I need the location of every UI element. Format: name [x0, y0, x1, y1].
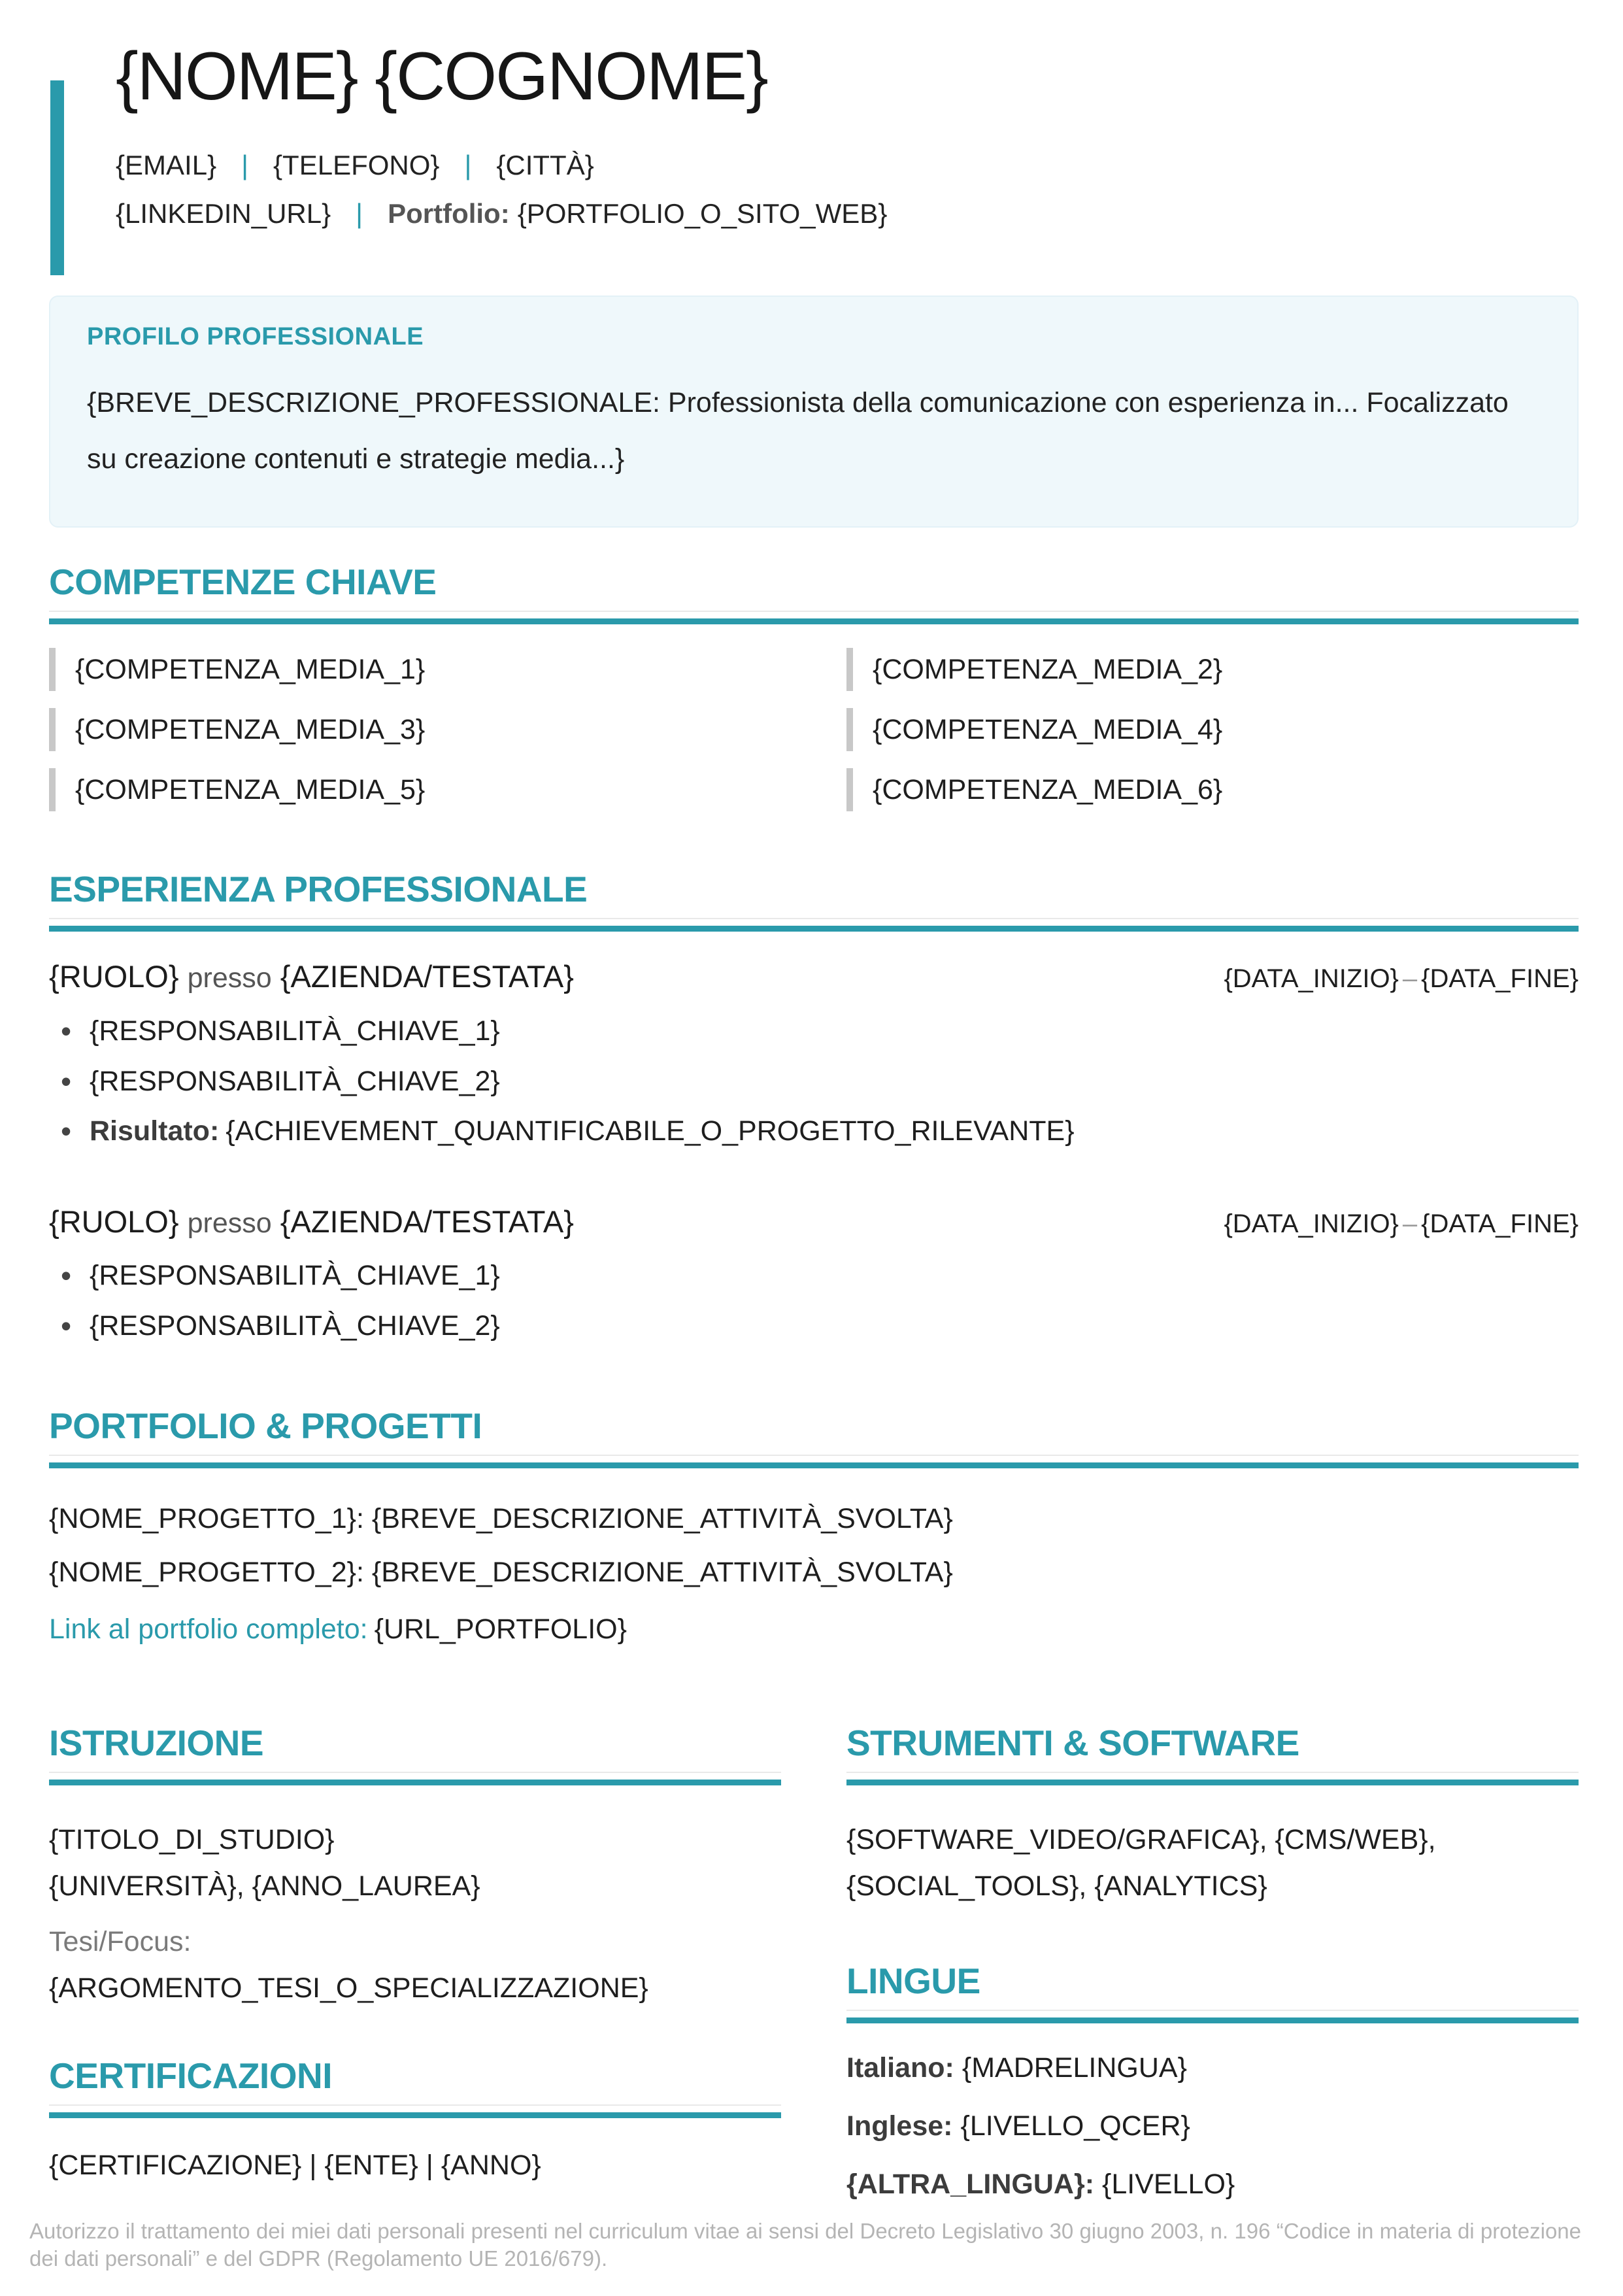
tools-heading: STRUMENTI & SOFTWARE	[846, 1722, 1299, 1763]
project-line-1	[49, 1502, 1579, 1536]
section-hairline	[846, 1772, 1579, 1773]
job-bullet-list-1	[49, 1015, 1579, 1148]
education-thesis	[49, 1919, 781, 2012]
section-rule	[49, 1462, 1579, 1468]
contact-portfolio-value: {PORTFOLIO_O_SITO_WEB}	[517, 197, 888, 229]
contact-portfolio-label: Portfolio:	[388, 197, 510, 229]
job-dates	[1224, 964, 1579, 994]
tools-line-1: {SOFTWARE_VIDEO/GRAFICA}, {CMS/WEB},	[846, 1823, 1436, 1855]
date-dash: –	[1402, 964, 1418, 994]
project-name: {NOME_PROGETTO_1}:	[49, 1502, 364, 1534]
section-hairline	[49, 918, 1579, 919]
language-item	[846, 2110, 1579, 2142]
job-date-start: {DATA_INIZIO}	[1224, 1209, 1399, 1239]
section-hairline	[49, 1772, 781, 1773]
contact-phone: {TELEFONO}	[273, 149, 440, 180]
job-role: {RUOLO}	[49, 1204, 179, 1240]
job-dates	[1224, 1209, 1579, 1239]
portfolio-section	[49, 1405, 1579, 1647]
section-rule	[49, 2112, 781, 2118]
gdpr-disclaimer: Autorizzo il trattamento dei miei dati personali presenti nel curriculum vitae ai sensi del Decreto Legislativo 30 giugno 2003, n. 196 “Codice in materia di protezione dei dati personali” e del GDPR (Regolamento UE 2016/679).	[29, 2219, 1581, 2271]
job-header-1	[49, 959, 1579, 994]
contact-linkedin: {LINKEDIN_URL}	[116, 197, 331, 229]
skill-label: {COMPETENZA_MEDIA_5}	[75, 774, 426, 806]
education-degree	[49, 1817, 781, 1910]
job-header-2	[49, 1204, 1579, 1240]
thesis-label: Tesi/Focus:	[49, 1925, 192, 1957]
language-item	[846, 2052, 1579, 2084]
skill-label: {COMPETENZA_MEDIA_1}	[75, 654, 426, 686]
language-label: Italiano:	[846, 2051, 954, 2084]
profile-text: {BREVE_DESCRIZIONE_PROFESSIONALE: Professionista della comunicazione con esperienza in... Focalizzato su creazione contenuti e strategie media...}	[87, 387, 1509, 475]
skills-heading: COMPETENZE CHIAVE	[49, 562, 437, 603]
contact-line-2	[116, 197, 1579, 230]
job-company: {AZIENDA/TESTATA}	[280, 959, 574, 994]
job-bullet-list-2	[49, 1259, 1579, 1342]
contact-email: {EMAIL}	[116, 149, 217, 180]
bottom-columns	[49, 1722, 1579, 2227]
certification-line: {CERTIFICAZIONE} | {ENTE} | {ANNO}	[49, 2150, 541, 2182]
languages-heading: LINGUE	[846, 1960, 980, 2001]
job-title	[49, 959, 574, 994]
skill-item	[846, 708, 1579, 751]
skill-item	[49, 708, 781, 751]
skill-item	[49, 648, 781, 691]
project-line-2	[49, 1556, 1579, 1590]
job-bullet	[49, 1065, 1579, 1098]
education-heading: ISTRUZIONE	[49, 1722, 264, 1763]
job-connector: presso	[187, 962, 272, 994]
language-level: {MADRELINGUA}	[962, 2051, 1187, 2084]
job-bullet	[49, 1309, 1579, 1343]
contact-line-1	[116, 149, 1579, 182]
section-hairline	[49, 1455, 1579, 1456]
job-date-end: {DATA_FINE}	[1421, 1209, 1579, 1239]
contact-city: {CITTÀ}	[496, 149, 594, 180]
contact-separator: |	[241, 149, 249, 180]
right-column	[846, 1722, 1579, 2227]
skill-label: {COMPETENZA_MEDIA_2}	[873, 654, 1223, 686]
university-line: {UNIVERSITÀ}, {ANNO_LAUREA}	[49, 1870, 480, 1902]
portfolio-heading: PORTFOLIO & PROGETTI	[49, 1405, 482, 1446]
language-label: {ALTRA_LINGUA}:	[846, 2168, 1095, 2200]
skill-item	[49, 768, 781, 811]
bullet-text: {RESPONSABILITÀ_CHIAVE_1}	[90, 1260, 500, 1292]
project-description: {BREVE_DESCRIZIONE_ATTIVITÀ_SVOLTA}	[371, 1502, 953, 1534]
skill-label: {COMPETENZA_MEDIA_6}	[873, 774, 1223, 806]
portfolio-link-line	[49, 1613, 1579, 1647]
portfolio-link[interactable]: Link al portfolio completo:	[49, 1613, 368, 1646]
skill-label: {COMPETENZA_MEDIA_4}	[873, 714, 1223, 746]
section-rule	[846, 2017, 1579, 2023]
header	[49, 38, 1579, 230]
left-column	[49, 1722, 781, 2227]
job-date-end: {DATA_FINE}	[1421, 964, 1579, 994]
bullet-result-label: Risultato:	[90, 1115, 220, 1147]
job-date-start: {DATA_INIZIO}	[1224, 964, 1399, 994]
section-rule	[846, 1780, 1579, 1785]
skills-section	[49, 564, 1579, 811]
job-title	[49, 1204, 574, 1240]
date-dash: –	[1402, 1209, 1418, 1239]
language-level: {LIVELLO_QCER}	[960, 2110, 1190, 2142]
experience-heading: ESPERIENZA PROFESSIONALE	[49, 869, 588, 910]
language-label: Inglese:	[846, 2110, 953, 2142]
tools-text	[846, 1817, 1579, 1910]
project-description: {BREVE_DESCRIZIONE_ATTIVITÀ_SVOLTA}	[371, 1556, 953, 1588]
bullet-text: {RESPONSABILITÀ_CHIAVE_2}	[90, 1065, 500, 1097]
section-hairline	[846, 2010, 1579, 2011]
section-rule	[49, 926, 1579, 932]
job-role: {RUOLO}	[49, 959, 179, 994]
section-rule	[49, 618, 1579, 624]
profile-section	[49, 295, 1579, 528]
certifications-heading: CERTIFICAZIONI	[49, 2055, 332, 2097]
contact-separator: |	[356, 197, 363, 229]
section-rule	[49, 1780, 781, 1785]
bullet-text: {RESPONSABILITÀ_CHIAVE_2}	[90, 1310, 500, 1342]
thesis-value: {ARGOMENTO_TESI_O_SPECIALIZZAZIONE}	[49, 1972, 648, 2004]
job-connector: presso	[187, 1207, 272, 1240]
job-company: {AZIENDA/TESTATA}	[280, 1204, 574, 1240]
language-item	[846, 2169, 1579, 2201]
tools-line-2: {SOCIAL_TOOLS}, {ANALYTICS}	[846, 1870, 1267, 1902]
skill-item	[846, 648, 1579, 691]
header-accent-bar	[50, 80, 64, 275]
contact-separator: |	[464, 149, 472, 180]
job-bullet	[49, 1115, 1579, 1148]
skill-label: {COMPETENZA_MEDIA_3}	[75, 714, 426, 746]
bullet-text: {ACHIEVEMENT_QUANTIFICABILE_O_PROGETTO_RILEVANTE}	[226, 1115, 1075, 1147]
project-name: {NOME_PROGETTO_2}:	[49, 1556, 364, 1588]
section-hairline	[49, 2104, 781, 2106]
skills-grid	[49, 648, 1579, 811]
page-title: {NOME} {COGNOME}	[116, 39, 767, 114]
skill-item	[846, 768, 1579, 811]
degree-title: {TITOLO_DI_STUDIO}	[49, 1823, 335, 1855]
language-level: {LIVELLO}	[1102, 2168, 1235, 2200]
job-bullet	[49, 1015, 1579, 1048]
section-hairline	[49, 611, 1579, 612]
portfolio-link-url: {URL_PORTFOLIO}	[374, 1613, 627, 1646]
bullet-text: {RESPONSABILITÀ_CHIAVE_1}	[90, 1015, 500, 1047]
experience-section	[49, 871, 1579, 1343]
languages-list	[846, 2052, 1579, 2201]
profile-title: PROFILO PROFESSIONALE	[87, 323, 424, 351]
job-bullet	[49, 1259, 1579, 1292]
